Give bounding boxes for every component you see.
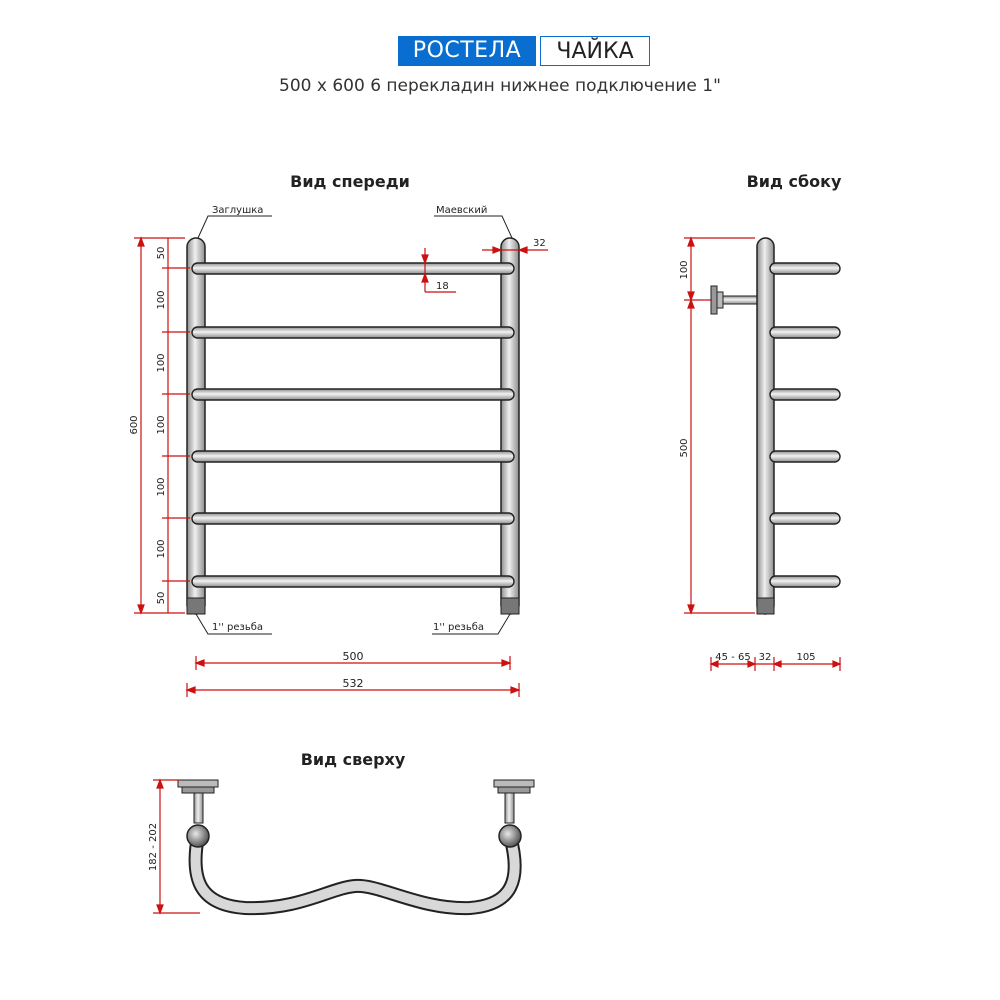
- left-wall-flange: [178, 780, 218, 787]
- rung: [192, 513, 514, 524]
- arrow: [688, 300, 694, 308]
- bracket-nut: [717, 292, 723, 308]
- dim-side-pipe: 32: [758, 652, 772, 663]
- curved-rung: [195, 836, 514, 908]
- arrow: [422, 255, 428, 263]
- right-flange-nut: [498, 787, 530, 793]
- side-thread-end: [757, 598, 774, 614]
- side-rung: [770, 513, 840, 524]
- side-rung: [770, 263, 840, 274]
- dim-wall-gap: 45 - 65: [715, 652, 751, 663]
- right-pipe-top: [499, 825, 521, 847]
- plug-label: Заглушка: [212, 205, 264, 216]
- arrow: [422, 274, 428, 282]
- mayevsky-label: Маевский: [436, 205, 488, 216]
- dim-side-height: 500: [679, 438, 690, 458]
- brand-logo-chayka: ЧАЙКА: [540, 36, 650, 66]
- arrow: [833, 661, 840, 667]
- curved-rung-outline: [195, 836, 514, 908]
- dim-rung-diameter: 18: [436, 281, 449, 292]
- left-thread-end: [187, 598, 205, 614]
- dim-total-height: 600: [129, 415, 140, 435]
- left-flange-nut: [182, 787, 214, 793]
- arrow: [688, 238, 694, 246]
- dim-segment: 100: [156, 290, 167, 310]
- dim-segment: 100: [156, 477, 167, 497]
- mayevsky-leader-line: [434, 216, 512, 238]
- side-rung: [770, 327, 840, 338]
- rung: [192, 451, 514, 462]
- brand-logo-rostela: РОСТЕЛА: [398, 36, 536, 66]
- plug-leader-line: [198, 216, 272, 238]
- arrow: [688, 605, 694, 613]
- product-subtitle: 500 x 600 6 перекладин нижнее подключение 1": [279, 76, 721, 96]
- dim-pipe-diameter: 32: [533, 238, 546, 249]
- dim-width-axis: 500: [342, 650, 364, 663]
- side-view-title: Вид сбоку: [746, 172, 842, 191]
- arrow: [493, 247, 501, 253]
- side-rung: [770, 576, 840, 587]
- arrow: [502, 660, 510, 666]
- arrow: [187, 687, 195, 693]
- dim-width-total: 532: [342, 677, 364, 690]
- front-view: [129, 172, 548, 697]
- dim-segment: 100: [156, 415, 167, 435]
- thread-right-label: 1'' резьба: [433, 622, 485, 633]
- arrow: [157, 780, 163, 788]
- right-bracket-arm: [505, 793, 514, 823]
- side-vertical-pipe: [757, 238, 774, 614]
- arrow: [196, 660, 204, 666]
- arrow: [157, 905, 163, 913]
- dim-segment: 50: [156, 246, 167, 260]
- side-rung: [770, 389, 840, 400]
- dim-side-top: 100: [679, 260, 690, 280]
- right-wall-flange: [494, 780, 534, 787]
- dim-segment: 100: [156, 353, 167, 373]
- dim-top-depth: 182 - 202: [148, 822, 159, 872]
- rung: [192, 576, 514, 587]
- left-pipe-top: [187, 825, 209, 847]
- side-rung: [770, 451, 840, 462]
- arrow: [138, 605, 144, 613]
- dim-side-depth: 105: [796, 652, 816, 663]
- right-vertical-pipe: [501, 238, 519, 614]
- arrow: [511, 687, 519, 693]
- arrow: [138, 238, 144, 246]
- arrow: [774, 661, 781, 667]
- top-view: [148, 750, 534, 913]
- left-bracket-arm: [194, 793, 203, 823]
- rung: [192, 327, 514, 338]
- arrow: [519, 247, 527, 253]
- thread-left-label: 1'' резьба: [212, 622, 264, 633]
- rung: [192, 263, 514, 274]
- top-view-title: Вид сверху: [300, 750, 406, 769]
- dim-segment: 50: [156, 591, 167, 605]
- right-thread-end: [501, 598, 519, 614]
- left-vertical-pipe: [187, 238, 205, 614]
- front-view-title: Вид спереди: [290, 172, 410, 191]
- bracket-arm: [723, 296, 757, 304]
- dim-segment: 100: [156, 539, 167, 559]
- side-view: [679, 172, 842, 671]
- rung: [192, 389, 514, 400]
